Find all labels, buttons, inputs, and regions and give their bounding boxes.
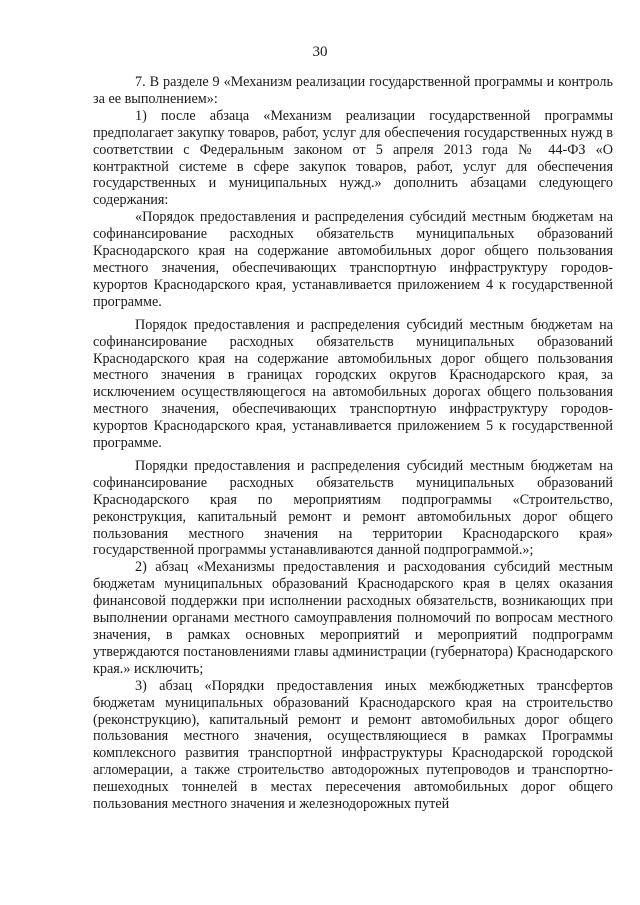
paragraph-section-7: 7. В разделе 9 «Механизм реализации государственной программы и контроль за ее выполнением»:: [93, 74, 613, 107]
paragraph-appendix-4: «Порядок предоставления и распределения субсидий местным бюджетам на софинансирование расходных обязательств муниципальных образований Краснодарского края на содержание автомобильных дорог общего пользования местного значения, обеспечивающих транспортную инфраструктуру городов-курортов Краснодарского края, устанавливается приложением 4 к государственной программе.: [93, 209, 613, 310]
document-body: [93, 74, 613, 813]
paragraph-item-2: 2) абзац «Механизмы предоставления и расходования субсидий местным бюджетам муниципальных образований Краснодарского края в целях оказания финансовой поддержки при исполнении расходных обязательств, возникающих при выполнении органами местного самоуправления полномочий по вопросам местного значения, в рамках основных мероприятий и мероприятий подпрограмм утверждаются постановлениями главы администрации (губернатора) Краснодарского края.» исключить;: [93, 559, 613, 677]
paragraph-subprogram-procedures: Порядки предоставления и распределения субсидий местным бюджетам на софинансирование расходных обязательств муниципальных образований Краснодарского края по мероприятиям подпрограммы «Строительство, реконструкция, капитальный ремонт и ремонт автомобильных дорог общего пользования местного значения на территории Краснодарского края» государственной программы устанавливаются данной подпрограммой.»;: [93, 457, 613, 559]
paragraph-item-1: 1) после абзаца «Механизм реализации государственной программы предполагает закупку товаров, работ, услуг для обеспечения государственных нужд в соответствии с Федеральным законом от 5 апреля 2013 года № 44-ФЗ «О контрактной системе в сфере закупок товаров, работ, услуг для обеспечения государственных и муниципальных нужд.» дополнить абзацами следующего содержания:: [93, 107, 613, 209]
paragraph-item-3: 3) абзац «Порядки предоставления иных межбюджетных трансфертов бюджетам муниципальных образований Краснодарского края на строительство (реконструкцию), капитальный ремонт и ремонт автомобильных дорог общего пользования местного значения, осуществляющиеся в рамках Программы комплексного развития транспортной инфраструктуры Краснодарской городской агломерации, а также строительство автодорожных путепроводов и транспортно-пешеходных тоннелей в местах пересечения автомобильных дорог общего пользования местного значения и железнодорожных путей: [93, 677, 613, 813]
paragraph-appendix-5: Порядок предоставления и распределения субсидий местным бюджетам на софинансирование расходных обязательств муниципальных образований Краснодарского края на содержание автомобильных дорог общего пользования местного значения в границах городских округов Краснодарского края, за исключением осуществляющегося на автомобильных дорогах общего пользования местного значения, обеспечивающих транспортную инфраструктуру городов-курортов Краснодарского края, устанавливается приложением 5 к государственной программе.: [93, 316, 613, 452]
page-number: 30: [312, 44, 328, 60]
